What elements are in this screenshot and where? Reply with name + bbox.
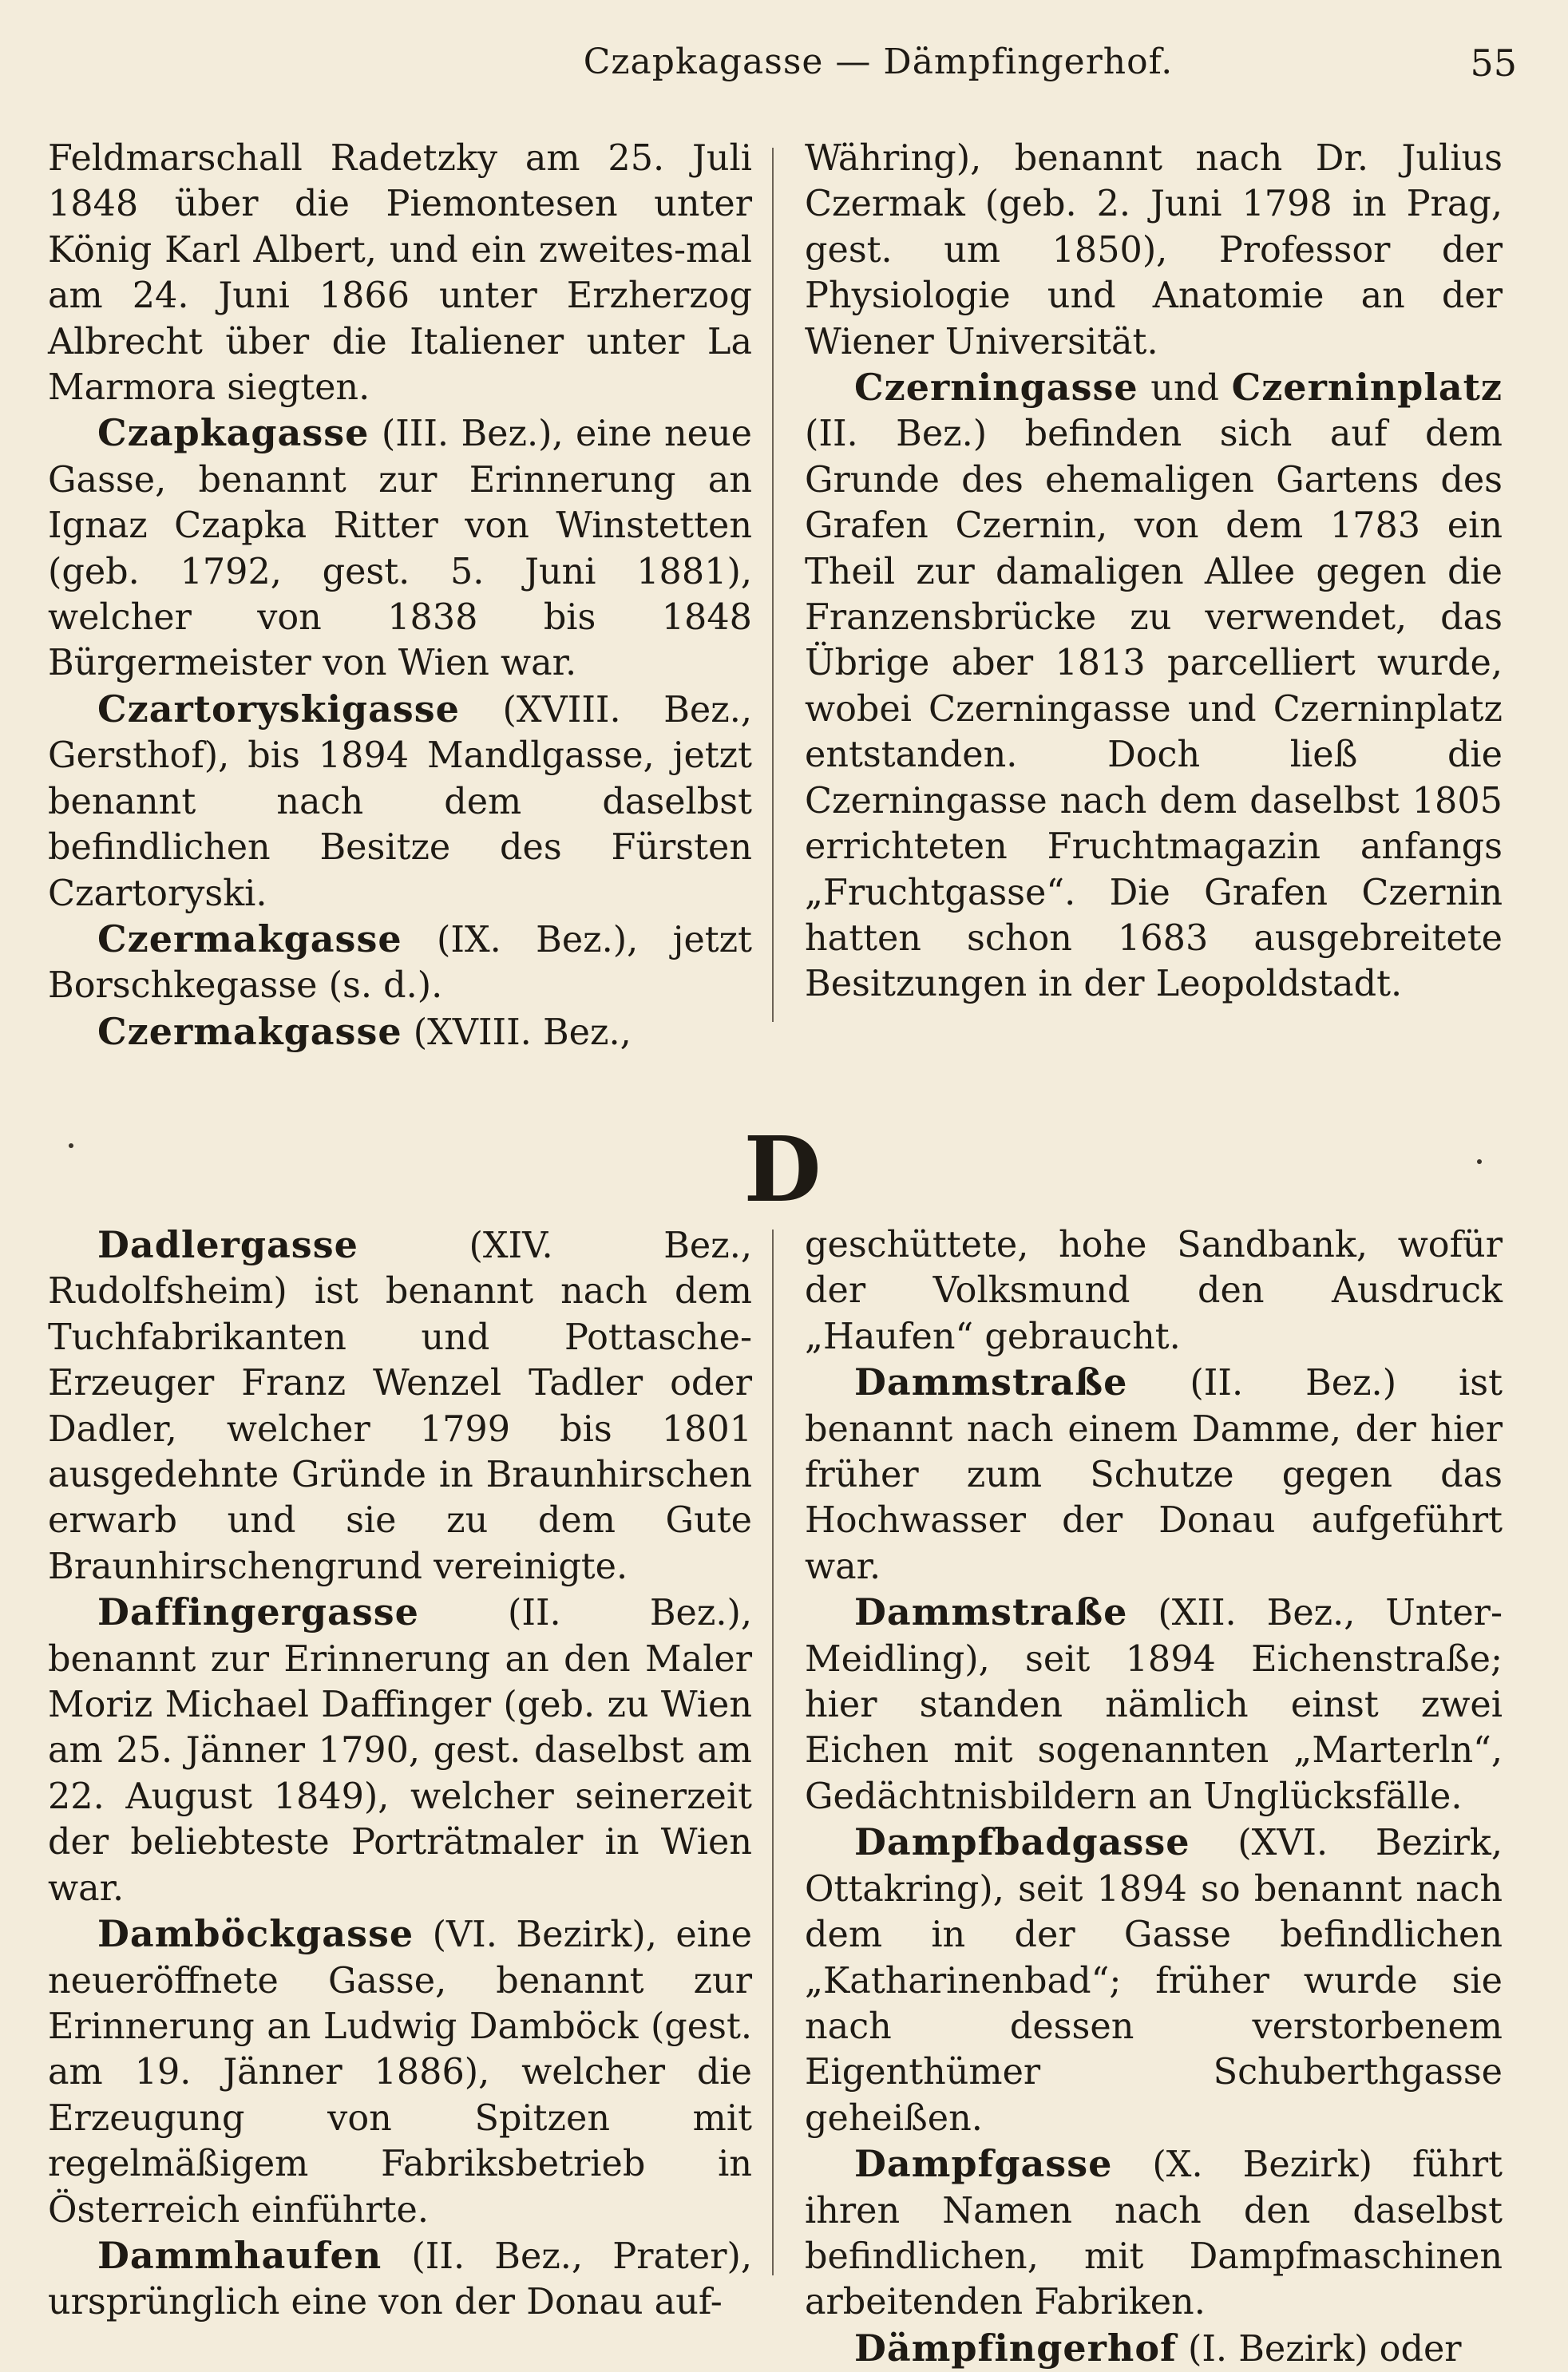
- entry-daffingergasse: [48, 1590, 752, 1911]
- entry-head: Dammstraße: [854, 1590, 1128, 1634]
- section-letter: D: [743, 1118, 822, 1222]
- entry-czapkagasse: [48, 410, 752, 686]
- running-title: Czapkagasse — Dämpfingerhof.: [583, 42, 1174, 82]
- column-top-right: [805, 136, 1503, 1008]
- entry-text: (XVI. Bezirk, Ottakring), seit 1894 so benannt nach dem in der Gasse befindlichen „Katharinenbad“; früher wurde sie nach dessen verstorbenem Eigenthümer Schuberthgasse geheißen.: [805, 1823, 1503, 2139]
- entry-text: (III. Bez.), eine neue Gasse, benannt zur Erinnerung an Ignaz Czapka Ritter von Winstetten (geb. 1792, gest. 5. Juni 1881), welcher von 1838 bis 1848 Bürgermeister von Wien war.: [48, 414, 752, 684]
- entry-text: (II. Bez.), benannt zur Erinnerung an den Maler Moriz Michael Daffinger (geb. zu Wien am 25. Jänner 1790, gest. daselbst am 22. August 1849), welcher seinerzeit der beliebteste Porträtmaler in Wien war.: [48, 1593, 752, 1909]
- entry-head: Czapkagasse: [97, 411, 370, 455]
- entry-text: (XVIII. Bez.,: [402, 1012, 632, 1053]
- entry-head: Dammstraße: [854, 1360, 1128, 1404]
- entry-damboeckgasse: [48, 1911, 752, 2233]
- column-bottom-left: [48, 1222, 752, 2326]
- column-bottom-right: [805, 1222, 1503, 2372]
- entry-head: Czermakgasse: [97, 1009, 402, 1053]
- entry-text: (II. Bez.) befinden sich auf dem Grunde des ehemaligen Gartens des Grafen Czernin, von dem 1783 ein Theil zur damaligen Allee gegen die Franzensbrücke zu verwendet, das Übrige aber 1813 parcelliert wurde, wobei Czerningasse und Czerninplatz entstanden. Doch ließ die Czerningasse nach dem daselbst 1805 errichteten Fruchtmagazin anfangs „Fruchtgasse“. Die Grafen Czernin hatten schon 1683 ausgebreitete Besitzungen in der Leopoldstadt.: [805, 414, 1503, 1005]
- entry-head: Czerningasse: [854, 366, 1138, 410]
- entry-dadlergasse: [48, 1222, 752, 1590]
- entry-text: (XVIII. Bez., Gersthof), bis 1894 Mandlgasse, jetzt benannt nach dem daselbst befindlichen Besitze des Fürsten Czartoryski.: [48, 689, 752, 914]
- entry-head: Daffingergasse: [97, 1590, 419, 1634]
- entry-czartoryskigasse: [48, 687, 752, 917]
- entry-text: (XIV. Bez., Rudolfsheim) ist benannt nach dem Tuchfabrikanten und Pottasche-Erzeuger Franz Wenzel Tadler oder Dadler, welcher 1799 bis 1801 ausgedehnte Gründe in Braunhirschen erwarb und sie zu dem Gute Braunhirschengrund vereinigte.: [48, 1226, 752, 1587]
- entry-text: (IX. Bez.), jetzt Borschkegasse (s. d.).: [48, 919, 752, 1007]
- entry-text: (X. Bezirk) führt ihren Namen nach den daselbst befindlichen, mit Dampfmaschinen arbeitenden Fabriken.: [805, 2144, 1503, 2323]
- entry-text: und: [1138, 368, 1232, 410]
- entry-text: (II. Bez., Prater), ursprünglich eine von der Donau auf-: [48, 2235, 752, 2323]
- column-divider: [772, 1230, 774, 2275]
- continuation-text: geschüttete, hohe Sandbank, wofür der Volksmund den Ausdruck „Haufen“ gebraucht.: [805, 1225, 1503, 1357]
- column-divider: [772, 148, 774, 1022]
- entry-dammstrasse-xii: [805, 1590, 1503, 1820]
- entry-dampfbadgasse: [805, 1820, 1503, 2141]
- entry-text: (I. Bezirk) oder: [1176, 2328, 1462, 2370]
- entry-dammhaufen: [48, 2233, 752, 2326]
- print-speck: [69, 1143, 73, 1148]
- entry-czerningasse: [805, 365, 1503, 1008]
- entry-head: Dampfbadgasse: [854, 1820, 1190, 1864]
- print-speck: [1477, 1159, 1482, 1164]
- entry-dampfgasse: [805, 2141, 1503, 2326]
- entry-text: (II. Bez.) ist benannt nach einem Damme, der hier früher zum Schutze gegen das Hochwasser der Donau aufgeführt war.: [805, 1363, 1503, 1587]
- entry-daempfingerhof: [805, 2326, 1503, 2372]
- column-top-left: [48, 136, 752, 1055]
- continuation-text: Währing), benannt nach Dr. Julius Czermak (geb. 2. Juni 1798 in Prag, gest. um 1850), Professor der Physiologie und Anatomie an der Wiener Universität.: [805, 138, 1503, 362]
- entry-dammstrasse-ii: [805, 1360, 1503, 1590]
- entry-head: Czerninplatz: [1231, 366, 1503, 410]
- entry-czermakgasse-ix: [48, 917, 752, 1009]
- entry-text: (XII. Bez., Unter-Meidling), seit 1894 Eichenstraße; hier standen nämlich einst zwei Eichen mit sogenannten „Marterln“, Gedächtnisbildern an Unglücksfälle.: [805, 1593, 1503, 1817]
- entry-czermakgasse-xviii: [48, 1009, 752, 1055]
- entry-head: Dämpfingerhof: [854, 2326, 1177, 2370]
- entry-head: Dampfgasse: [854, 2142, 1113, 2186]
- page-number: 55: [1470, 42, 1517, 85]
- entry-head: Czermakgasse: [97, 917, 402, 960]
- entry-head: Damböckgasse: [97, 1912, 414, 1956]
- entry-head: Dadlergasse: [97, 1223, 358, 1266]
- entry-text: (VI. Bezirk), eine neueröffnete Gasse, benannt zur Erinnerung an Ludwig Damböck (gest. am 19. Jänner 1886), welcher die Erzeugung von Spitzen mit regelmäßigem Fabriksbetrieb in Österreich einführte.: [48, 1915, 752, 2231]
- continuation-text: Feldmarschall Radetzky am 25. Juli 1848 über die Piemontesen unter König Karl Albert, und ein zweites-mal am 24. Juni 1866 unter Erzherzog Albrecht über die Italiener unter La Marmora siegten.: [48, 138, 752, 409]
- entry-head: Czartoryskigasse: [97, 687, 460, 731]
- entry-head: Dammhaufen: [97, 2233, 382, 2277]
